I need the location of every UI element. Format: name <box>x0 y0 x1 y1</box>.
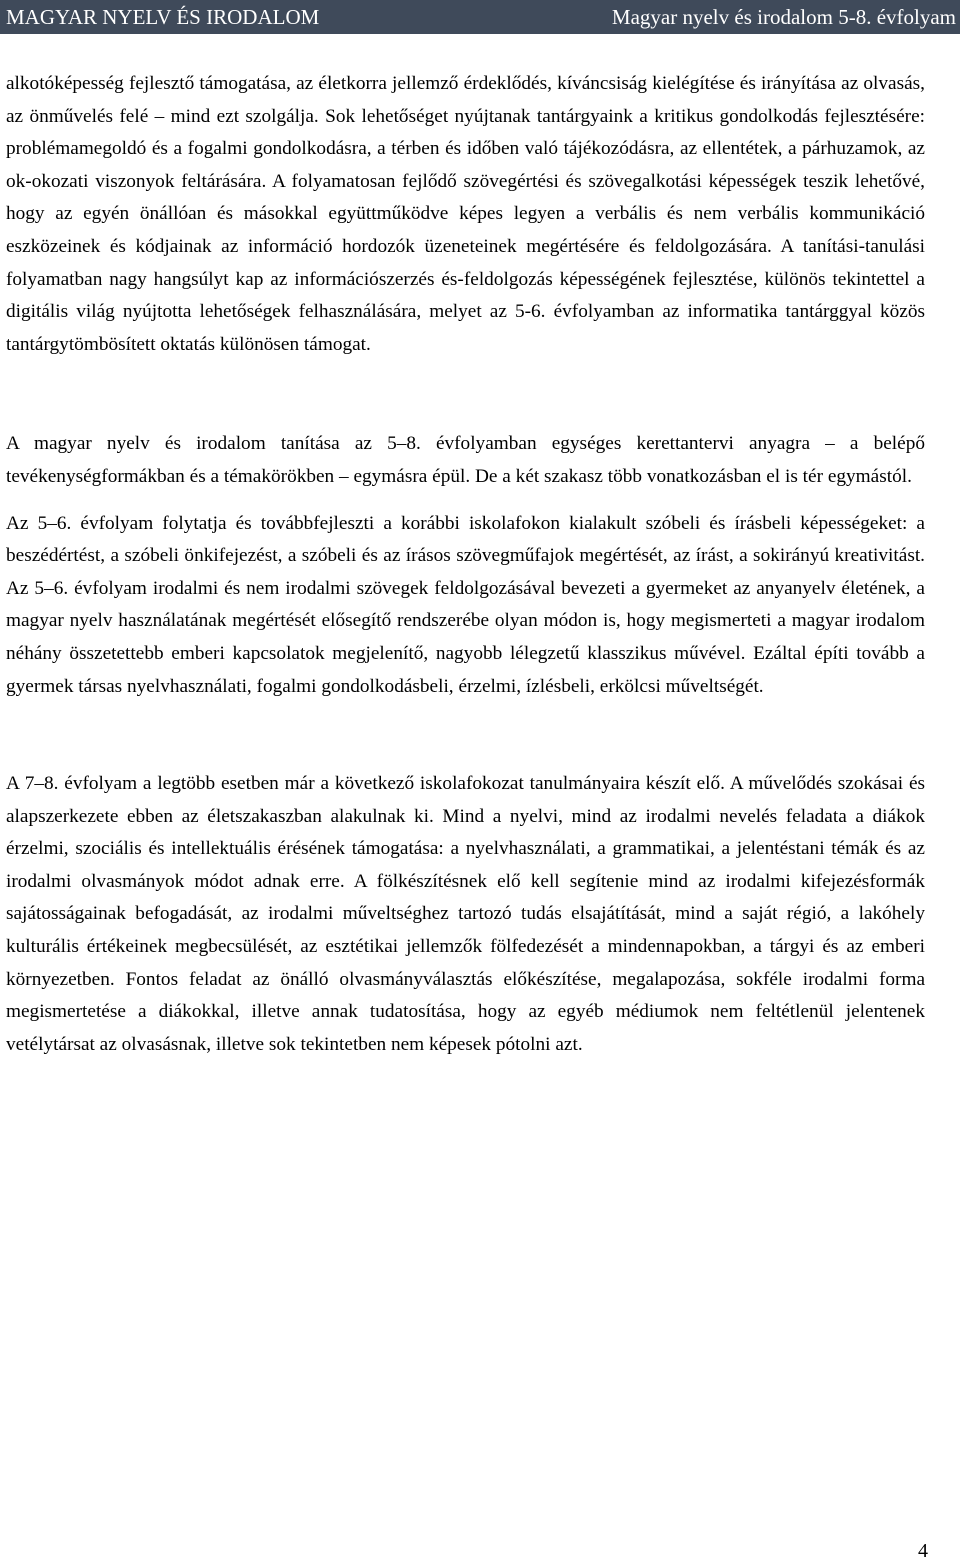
page-number: 4 <box>918 1540 928 1562</box>
header-subject-title: MAGYAR NYELV ÉS IRODALOM <box>6 5 320 29</box>
header-course-title: Magyar nyelv és irodalom 5-8. évfolyam <box>611 5 956 29</box>
paragraph-continuation: alkotóképesség fejlesztő támogatása, az életkorra jellemző érdeklődés, kíváncsiság kielégítése és irányítása az olvasás, az önművelés felé – mind ezt szolgálja. Sok lehetőséget nyújtanak tantárgyaink a kritikus gondolkodás fejlesztésére: problémamegoldó és a fogalmi gondolkodásra, a térben és időben való tájékozódásra, az ellentétek, a párhuzamok, az ok-okozati viszonyok feltárására. A folyamatosan fejlődő szövegértési és szövegalkotási képességek teszik lehetővé, hogy az egyén önállóan és másokkal együttműködve képes legyen a verbális és nem verbális kommunikáció eszközeinek és kódjainak az információ hordozók üzeneteinek megértésére és feldolgozására. A tanítási-tanulási folyamatban nagy hangsúlyt kap az információszerzés és-feldolgozás képességének fejlesztése, különös tekintettel a digitális világ nyújtotta lehetőségek felhasználására, melyet az 5-6. évfolyamban az informatika tantárggyal közös tantárgytömbösített oktatás különösen támogat. <box>6 73 925 355</box>
paragraph-grade-7-8: A 7–8. évfolyam a legtöbb esetben már a következő iskolafokozat tanulmányaira készít elő. A művelődés szokásai és alapszerkezete ebben az életszakaszban alakulnak ki. Mind a nyelvi, mind az irodalmi nevelés feladata a diákok érzelmi, szociális és intellektuális érésének támogatása: a nyelvhasználati, a grammatikai, a jelentéstani témák és az irodalmi olvasmányok módot adnak erre. A fölkészítésnek elő kell segítenie mind az irodalmi kifejezésformák sajátosságainak befogadását, az irodalmi műveltséghez tartozó tudás elsajátítását, mind a saját régió, a lakóhely kulturális értékeinek megbecsülését, az esztétikai jellemzők fölfedezését a mindennapokban, a tárgyi és az emberi környezetben. Fontos feladat az önálló olvasmányválasztás előkészítése, megalapozása, sokféle irodalmi forma megismertetése a diákokkal, illetve annak tudatosítása, hogy az egyéb médiumok nem feltétlenül jelentenek vetélytársat az olvasásnak, illetve sok tekintetben nem képesek pótolni azt. <box>6 773 925 1055</box>
paragraph-intro-5-8: A magyar nyelv és irodalom tanítása az 5–8. évfolyamban egységes kerettantervi anyagra – a belépő tevékenységformákban és a témakörökben – egymásra épül. De a két szakasz több vonatkozásban el is tér egymástól. <box>6 433 925 487</box>
document-body <box>6 68 925 1061</box>
paragraph-grade-5-6: Az 5–6. évfolyam folytatja és továbbfejleszti a korábbi iskolafokon kialakult szóbeli és írásbeli képességeket: a beszédértést, a szóbeli önkifejezést, a szóbeli és az írásos szövegműfajok megértését, az írást, a sokirányú kreativitást. Az 5–6. évfolyam irodalmi és nem irodalmi szövegek feldolgozásával bevezeti a gyermeket az anyanyelv életének, a magyar nyelv használatának megértését elősegítő rendszerébe olyan módon is, hogy megismerteti a magyar irodalom néhány összetettebb emberi kapcsolatok megjelenítő, nagyobb lélegzetű klasszikus művével. Ezáltal építi tovább a gyermek társas nyelvhasználati, fogalmi gondolkodásbeli, érzelmi, ízlésbeli, erkölcsi műveltségét. <box>6 512 925 697</box>
page-header <box>0 0 960 34</box>
